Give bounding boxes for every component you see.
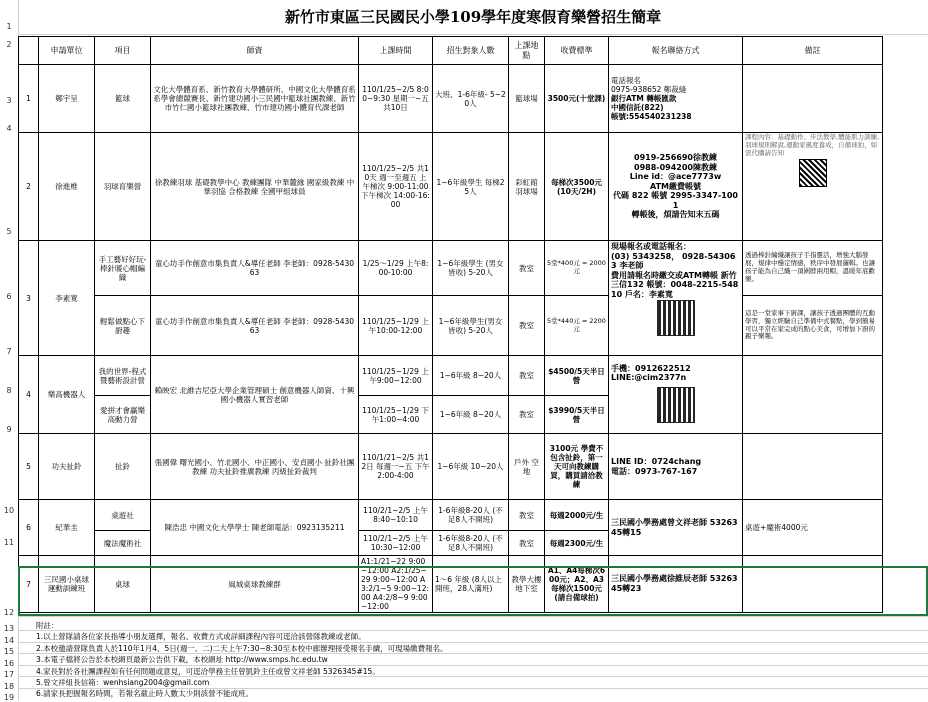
qr-code-icon (657, 300, 695, 336)
note-cell[interactable] (743, 356, 883, 434)
place-cell[interactable]: 教室 (509, 531, 545, 556)
contact-line: 銀行ATM 轉帳匯款 (611, 94, 677, 103)
place-cell[interactable]: 教室 (509, 241, 545, 296)
fee-cell[interactable]: $3990/5天半日營 (545, 396, 609, 434)
contact-cell[interactable] (609, 356, 743, 434)
note-line[interactable]: 3.本電子檔將公告於本校網頁最新公告供下載，本校網址 http://www.smps.hc.edu.tw (36, 655, 328, 665)
header-time[interactable]: 上課時間 (359, 37, 433, 65)
row-number[interactable]: 11 (3, 538, 15, 547)
row-number[interactable]: 5 (6, 227, 12, 236)
contact-cell[interactable]: 三民國小學務處曾文祥老師 5326345轉15 (609, 500, 743, 556)
teacher-cell[interactable]: 徐教練羽球 基礎教學中心 教練團隊 中華麓緣 國家級教練 中華羽協 合格教練 全國甲組球員 (151, 133, 359, 241)
row-number[interactable]: 17 (3, 670, 15, 679)
place-cell[interactable]: 戶外 空地 (509, 434, 545, 500)
unit-cell[interactable]: 樂高機器人 (39, 356, 95, 434)
contact-line: 帳號:554540231238 (611, 112, 692, 121)
row-no[interactable]: 6 (19, 500, 39, 556)
header-fee[interactable]: 收費標準 (545, 37, 609, 65)
teacher-cell[interactable]: 賴映宏 北維吉尼亞大學企業管理碩士 創意機器人師資、十興國小機器人實習老師 (151, 356, 359, 434)
header-target[interactable]: 招生對象人數 (433, 37, 509, 65)
contact-line: ATM繳費帳號 (650, 181, 701, 191)
table-row (19, 296, 883, 356)
table-row (19, 500, 883, 531)
row-number[interactable]: 1 (6, 22, 12, 31)
contact-line: 費用請報名時繳交或ATM轉帳 新竹三信132 帳號：0048-2215-54810 戶名：李素寬 (611, 270, 739, 299)
place-cell[interactable]: 教室 (509, 356, 545, 396)
teacher-cell[interactable]: 張國偉 曙光國小、竹北國小、中正國小、安貞國小 扯鈴社團教練 功夫扯鈴推廣教練 丙級扯鈴裁判 (151, 434, 359, 500)
target-cell[interactable]: 1～6 年級 (8人以上開班，28人滿班) (433, 556, 509, 613)
note-cell[interactable]: 桌遊+魔術4000元 (743, 500, 883, 556)
contact-line: 中國信託(822) (611, 103, 664, 112)
row-number[interactable]: 7 (6, 347, 12, 356)
fee-cell[interactable]: A1、A4每梯次600元；A2、A3每梯次1500元 (請自備球拍) (545, 556, 609, 613)
time-cell[interactable]: 110/2/1~2/5 上午10:30~12:00 (359, 531, 433, 556)
contact-line: 電話報名 (611, 76, 641, 85)
unit-cell[interactable]: 紀華圭 (39, 500, 95, 556)
fee-cell[interactable]: 每週2300元/生 (545, 531, 609, 556)
contact-line: Line id：@ace7773w (629, 172, 722, 182)
unit-cell[interactable]: 李素寬 (39, 241, 95, 356)
note-line[interactable]: 5.曾文祥組長信箱：wenhsiang2004@gmail.com (36, 678, 210, 688)
note-cell[interactable] (743, 556, 883, 613)
time-cell[interactable]: A1:1/21~22 9:00~12:00 A2:1/25~29 9:00~12:00 A3:2/1~5 9:00~12:00 A4:2/8~9 9:00~12:00 (359, 556, 433, 613)
target-cell[interactable]: 1-6年級8-20人 (不足8人不開班) (433, 531, 509, 556)
contact-cell[interactable] (609, 65, 743, 133)
contact-line: 電話：0973-767-167 (611, 466, 698, 476)
note-cell[interactable] (743, 65, 883, 133)
note-line[interactable]: 1.以上營隊請各位家長指導小朋友選擇，報名、收費方式或詳細課程內容可逕洽該營隊教練或老師。 (36, 632, 366, 642)
item-cell[interactable]: 魔法魔術社 (95, 531, 151, 556)
item-cell[interactable]: 扯鈴 (95, 434, 151, 500)
place-cell[interactable]: 教室 (509, 296, 545, 356)
item-cell[interactable]: 愛拼才會贏樂高動力營 (95, 396, 151, 434)
target-cell[interactable]: 1~6年級學生(男女皆收) 5-20人 (433, 296, 509, 356)
teacher-cell[interactable]: 童心坊手作創意市集負責人&導任老師 李老師：0928-543063 (151, 241, 359, 296)
table-row (19, 133, 883, 241)
row-number[interactable]: 2 (6, 40, 12, 49)
fee-cell[interactable]: 3500元(十堂課) (545, 65, 609, 133)
row-no[interactable]: 1 (19, 65, 39, 133)
row-number[interactable]: 15 (3, 647, 15, 656)
row-no[interactable]: 5 (19, 434, 39, 500)
table-row (19, 241, 883, 296)
note-line[interactable]: 6.請家長把握報名時間，若報名截止時人數太少則該營不能成班。 (36, 689, 254, 699)
row-no[interactable]: 2 (19, 133, 39, 241)
note-line[interactable]: 2.本校邀請營隊負責人於110年1月4、5日(週一、二)二天上午7:30~8:30至本校中廊辦理接受報名手續，可現場繳費報名。 (36, 643, 448, 653)
fee-cell[interactable]: 5堂*400元 = 2000元 (545, 241, 609, 296)
row-no[interactable]: 3 (19, 241, 39, 356)
header-item[interactable]: 項目 (95, 37, 151, 65)
target-cell[interactable]: 1~6年級 8~20人 (433, 356, 509, 396)
fee-cell[interactable]: $4500/5天半日營 (545, 356, 609, 396)
time-cell[interactable]: 110/1/25~1/29 下午1:00~4:00 (359, 396, 433, 434)
teacher-cell[interactable]: 風城桌球教練群 (151, 556, 359, 613)
item-cell[interactable]: 手工藝好好玩-棒針暖心帽編織 (95, 241, 151, 296)
target-cell[interactable]: 1~6年級學生 (男女皆收) 5-20人 (433, 241, 509, 296)
contact-line: 0919-256690徐教練 (634, 152, 717, 162)
contact-cell[interactable] (609, 133, 743, 241)
item-cell[interactable]: 我的世界-程式暨藝術設計營 (95, 356, 151, 396)
row-no[interactable]: 7 (19, 556, 39, 613)
row-number[interactable]: 13 (3, 624, 15, 633)
row-number[interactable]: 14 (3, 636, 15, 645)
teacher-cell[interactable]: 陳浩忠 中國文化大學學士 陳老師電話：0923135211 (151, 500, 359, 556)
unit-cell[interactable]: 徐進椎 (39, 133, 95, 241)
fee-cell[interactable]: 每梯次3500元 (10天/2H) (545, 133, 609, 241)
contact-line: LINE:@cim2377n (611, 373, 687, 383)
contact-line: 代碼 822 帳號 2995-3347-1001 (613, 191, 738, 210)
contact-line: LINE ID：0724chang (611, 456, 702, 466)
unit-cell[interactable]: 功夫扯鈴 (39, 434, 95, 500)
unit-cell[interactable]: 三民國小桌球運動訓練班 (39, 556, 95, 613)
place-cell[interactable]: 教室 (509, 500, 545, 531)
camp-table (18, 36, 883, 613)
table-row (19, 434, 883, 500)
row-no[interactable]: 4 (19, 356, 39, 434)
contact-cell[interactable] (609, 241, 743, 356)
row-number[interactable]: 19 (3, 693, 15, 702)
time-cell[interactable]: 110/1/25~1/29 上午10:00-12:00 (359, 296, 433, 356)
header-blank[interactable] (19, 37, 39, 65)
qr-code-icon (657, 387, 695, 423)
row-number[interactable]: 3 (6, 96, 12, 105)
fee-cell[interactable]: 5堂*440元 = 2200元 (545, 296, 609, 356)
row-number[interactable]: 6 (6, 292, 12, 301)
target-cell[interactable]: 大班、1-6年級- 5~20人 (433, 65, 509, 133)
note-line[interactable]: 4.家長對於各社團課程如有任何問題或意見，可逕洽學務主任曾凱鈴主任或曾文祥老師 5326345#15。 (36, 666, 380, 676)
time-cell[interactable]: 110/1/25~2/5 共10天 週一至週五 上午梯次 9:00-11:00 下午梯次 14:00-16:00 (359, 133, 433, 241)
contact-cell[interactable]: 三民國小學務處徐維辰老師 5326345轉23 (609, 556, 743, 613)
teacher-cell[interactable]: 童心坊手作創意市集負責人&導任老師 李老師：0928-543063 (151, 296, 359, 356)
item-cell[interactable]: 輕鬆做點心下廚趣 (95, 296, 151, 356)
target-cell[interactable]: 1~6年級 10~20人 (433, 434, 509, 500)
row-number[interactable]: 18 (3, 682, 15, 691)
contact-line: 手機：0912622512 (611, 363, 691, 373)
qr-code-icon (799, 159, 827, 187)
target-cell[interactable]: 1-6年級8-20人 (不足8人不開班) (433, 500, 509, 531)
row-number[interactable]: 12 (3, 608, 15, 617)
fee-cell[interactable]: 3100元 學費不包含扯鈴，第一天可向教練購買，購買請洽教練 (545, 434, 609, 500)
item-cell[interactable]: 籃球 (95, 65, 151, 133)
contact-line: 現場報名或電話報名： (611, 242, 691, 251)
row-number[interactable]: 4 (6, 124, 12, 133)
place-cell[interactable]: 教室 (509, 396, 545, 434)
teacher-cell[interactable]: 文化大學體育系、新竹教育大學體研所、中國文化大學體育系系學會總競賽長、新竹建功國小三民國中籃球社團教練、新竹市竹仁國小籃球社團教練、竹市建功國小體育代課老師 (151, 65, 359, 133)
note-text: 課程內容：基礎動作、步法教學,體能肌力訓練,羽球規則解說,運動家風度養成，自備球拍，如需代購請告知 (745, 133, 880, 157)
contact-line: 0975-938652 鄭裁縫 (611, 85, 687, 94)
table-row (19, 65, 883, 133)
row-number[interactable]: 16 (3, 659, 15, 668)
item-cell[interactable]: 羽球育樂營 (95, 133, 151, 241)
unit-cell[interactable]: 鄭宇呈 (39, 65, 95, 133)
table-header-row (19, 37, 883, 65)
contact-cell[interactable] (609, 434, 743, 500)
time-cell[interactable]: 1/25～1/29 上午8:00-10:00 (359, 241, 433, 296)
note-cell[interactable] (743, 133, 883, 241)
time-cell[interactable]: 110/1/25~1/29 上午9:00~12:00 (359, 356, 433, 396)
note-cell[interactable]: 這是一堂家事下廚課，讓孩子透過團體的互動學習，獨立經驗自己準備中式餐點，學到簡易可以平常在家完成的點心美食，可增加下廚的親子樂趣。 (743, 296, 883, 356)
row-number[interactable]: 10 (3, 506, 15, 515)
row-number[interactable]: 8 (6, 386, 12, 395)
contact-line: 轉帳後，煩請告知末五碼 (631, 210, 720, 220)
header-teacher[interactable]: 師資 (151, 37, 359, 65)
target-cell[interactable]: 1~6年級 8~20人 (433, 396, 509, 434)
header-note[interactable]: 備註 (743, 37, 883, 65)
header-contact[interactable]: 報名聯絡方式 (609, 37, 743, 65)
target-cell[interactable]: 1~6年級學生 每梯25人 (433, 133, 509, 241)
note-line[interactable]: 附註： (36, 621, 59, 630)
place-cell[interactable]: 教學大樓 地下室 (509, 556, 545, 613)
header-place[interactable]: 上課地點 (509, 37, 545, 65)
table-row (19, 556, 883, 613)
note-cell[interactable] (743, 434, 883, 500)
time-cell[interactable]: 110/1/25~2/5 8:00~9:30 星期一~五 共10日 (359, 65, 433, 133)
page-title: 新竹市東區三民國民小學109學年度寒假育樂營招生簡章 (284, 8, 662, 26)
contact-line: (03) 5343258， 0928-543063 李老師 (611, 251, 736, 271)
table-row (19, 356, 883, 396)
header-unit[interactable]: 申請單位 (39, 37, 95, 65)
fee-cell[interactable]: 每週2000元/生 (545, 500, 609, 531)
note-cell[interactable]: 透過棒針編織讓孩子手指靈活，增強大腦發展，規律中穩定情感，秩序中發展邏輯。也讓孩子能為自己織一頂圍脖兩用帽，溫暖年底歡樂。 (743, 241, 883, 296)
item-cell[interactable]: 桌球 (95, 556, 151, 613)
row-number[interactable]: 9 (6, 425, 12, 434)
contact-line: 0988-094200陳教練 (634, 162, 717, 172)
time-cell[interactable]: 110/1/21~2/5 共12日 每週一~五 下午2:00-4:00 (359, 434, 433, 500)
item-cell[interactable]: 桌遊社 (95, 500, 151, 531)
place-cell[interactable]: 籃球場 (509, 65, 545, 133)
notes-section (36, 620, 916, 700)
time-cell[interactable]: 110/2/1~2/5 上午8:40~10:10 (359, 500, 433, 531)
place-cell[interactable]: 彩虹館 羽球場 (509, 133, 545, 241)
